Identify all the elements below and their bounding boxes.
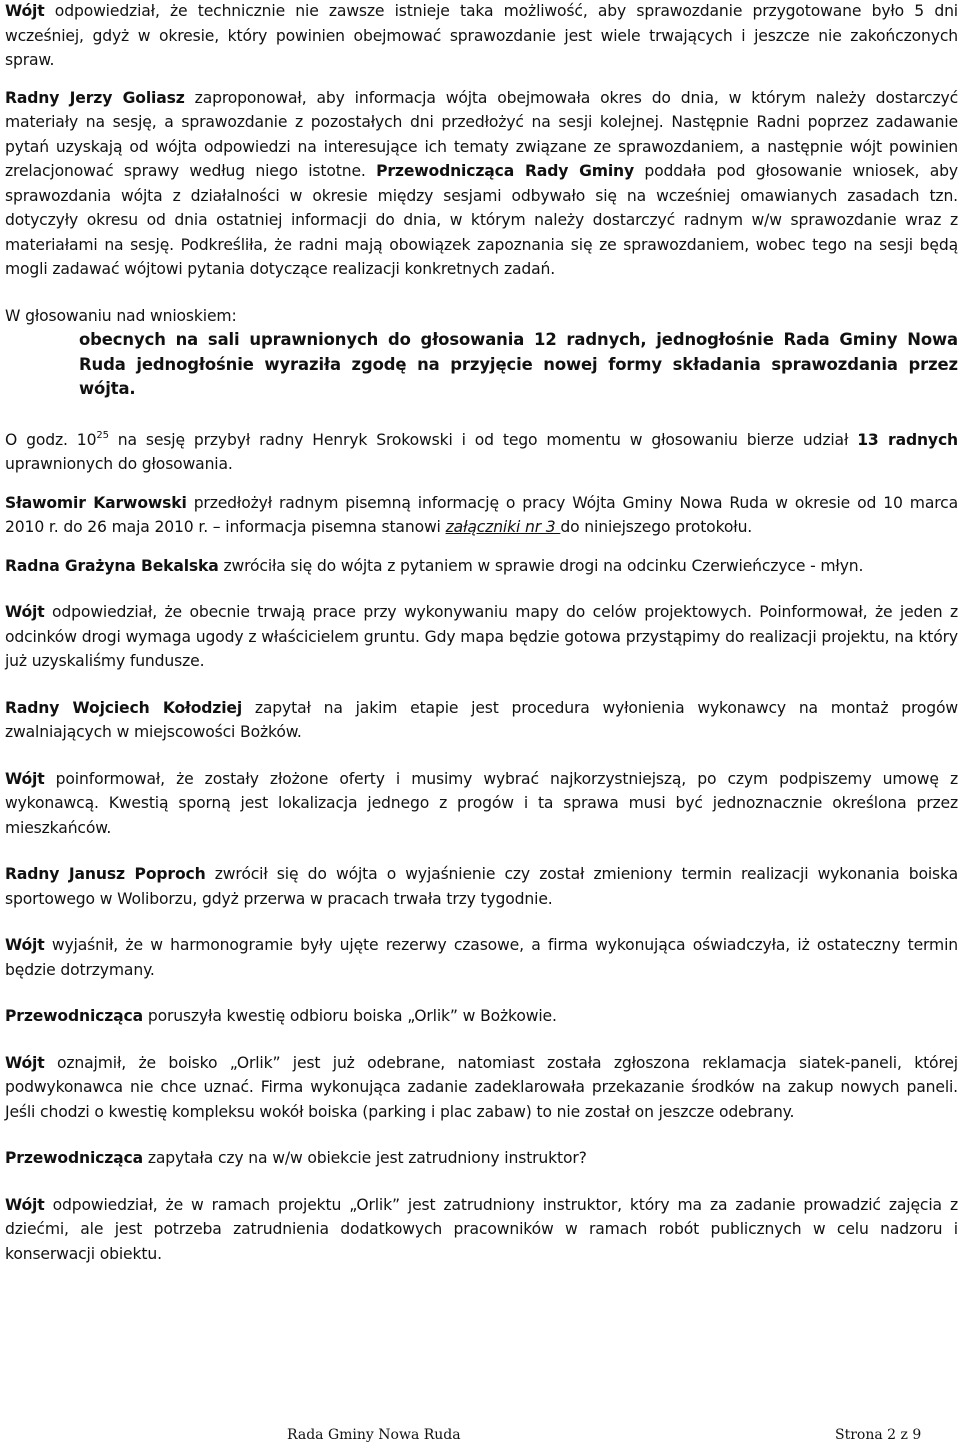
paragraph-p3 — [5, 304, 958, 329]
speaker-name: Radny Wojciech Kołodziej — [5, 698, 243, 717]
paragraph-text: odpowiedział, że obecnie trwają prace przy wykonywaniu mapy do celów projektowych. Poinformował, że jeden z odcinków drogi wymaga ugody z właścicielem gruntu. Gdy mapa będzie gotowa przystąpimy do realizacji projektu, na który już uzyskaliśmy fundusze. — [5, 603, 958, 670]
attachment-reference: załączniki nr 3 — [445, 518, 561, 536]
paragraph-p12 — [5, 933, 958, 982]
paragraph-p9 — [5, 696, 958, 745]
paragraph-text: obecnych na sali uprawnionych do głosowania 12 radnych, jednogłośnie Rada Gminy Nowa Ruda jednogłośnie wyraziła zgodę na przyjęcie nowej formy składania sprawozdania przez wójta. — [79, 330, 958, 398]
time-minutes-superscript: 25 — [96, 429, 109, 441]
paragraph-text: oznajmił, że boisko „Orlik” jest już odebrane, natomiast została zgłoszona reklamacja siatek-paneli, której podwykonawca nie chce uznać. Firma wykonująca zadanie zadeklarowała przekazanie środków na zakup nowych paneli. Jeśli chodzi o kwestię kompleksu wokół boiska (parking i plac zabaw) to nie został on jeszcze odebrany. — [5, 1053, 958, 1121]
footer-page-number: Strona 2 z 9 — [835, 1427, 922, 1443]
resolution-text — [5, 328, 958, 402]
paragraph-p16 — [5, 1193, 958, 1267]
paragraph-p1 — [5, 0, 958, 73]
speaker-name: Przewodnicząca — [5, 1007, 144, 1025]
speaker-name: Sławomir Karwowski — [5, 493, 187, 512]
paragraph-text: uprawnionych do głosowania. — [5, 455, 233, 473]
paragraph-text: do niniejszego protokołu. — [560, 518, 753, 536]
paragraph-text: zapytała czy na w/w obiekcie jest zatrudniony instruktor? — [143, 1149, 587, 1167]
paragraph-p2 — [5, 86, 958, 282]
speaker-name: 13 radnych — [857, 430, 958, 449]
speaker-name: Radny Janusz Poproch — [5, 865, 206, 883]
paragraph-text: O godz. 10 — [5, 430, 97, 449]
paragraph-text: zwrócił się do wójta o wyjaśnienie czy został zmieniony termin realizacji wykonania boiska sportowego w Woliborzu, gdyż przerwa w pracach trwała trzy tygodnie. — [5, 865, 958, 908]
paragraph-p13 — [5, 1004, 958, 1029]
paragraph-p5 — [5, 428, 958, 477]
paragraph-p10 — [5, 767, 958, 841]
page-footer — [0, 1427, 960, 1447]
speaker-name: Przewodnicząca Rady Gminy — [376, 162, 634, 180]
paragraph-p14 — [5, 1051, 958, 1125]
paragraph-p7 — [5, 554, 958, 579]
speaker-name: Radny Jerzy Goliasz — [5, 88, 185, 107]
footer-council-name: Rada Gminy Nowa Ruda — [287, 1427, 461, 1443]
paragraph-text: zaproponował, aby informacja wójta obejmowała okres do dnia, w którym należy dostarczyć materiały na sesję, a sprawozdanie z pozostałych dni przedłożyć na sesji kolejnej. Następnie Radni poprzez zadawanie pytań uzyskają od wójta odpowiedzi na interesujące ich tematy związane ze sprawozdaniem, a następnie wójt powinien zrelacjonować sprawy według niego istotne. — [5, 88, 959, 180]
paragraph-text: zwróciła się do wójta z pytaniem w sprawie drogi na odcinku Czerwieńczyce - młyn. — [218, 556, 864, 575]
paragraph-text: zapytał na jakim etapie jest procedura wyłonienia wykonawcy na montaż progów zwalniających w miejscowości Bożków. — [5, 698, 958, 741]
speaker-name: Radna Grażyna Bekalska — [5, 556, 219, 575]
paragraph-text: W głosowaniu nad wnioskiem: — [5, 306, 237, 325]
paragraph-p15 — [5, 1146, 958, 1171]
speaker-name: Przewodnicząca — [5, 1149, 144, 1167]
paragraph-text: wyjaśnił, że w harmonogramie były ujęte rezerwy czasowe, a firma wykonująca oświadczyła, iż ostateczny termin będzie dotrzymany. — [5, 936, 958, 979]
paragraph-p11 — [5, 862, 958, 911]
document-page — [5, 0, 958, 1266]
paragraph-text: na sesję przybył radny Henryk Srokowski i od tego momentu w głosowaniu bierze udział — [108, 430, 858, 449]
paragraph-text: poinformował, że zostały złożone oferty i musimy wybrać najkorzystniejszą, po czym podpiszemy umowę z wykonawcą. Kwestią sporną jest lokalizacja jednego z progów i ta sprawa musi być jednoznacznie określona przez mieszkańców. — [5, 769, 958, 837]
speaker-name: Wójt — [5, 1053, 45, 1072]
paragraph-text: odpowiedział, że technicznie nie zawsze istnieje taka możliwość, aby sprawozdanie przygotowane było 5 dni wcześniej, gdyż w okresie, który powinien obejmować sprawozdanie jest wiele trwających i jeszcze nie zakończonych spraw. — [5, 2, 958, 69]
paragraph-text: odpowiedział, że w ramach projektu „Orlik” jest zatrudniony instruktor, który ma za zadanie prowadzić zajęcia z dziećmi, ale jest potrzeba zatrudnienia dodatkowych pracowników w ramach robót publicznych w celu nadzoru i konserwacji obiektu. — [5, 1195, 958, 1263]
speaker-name: Wójt — [5, 2, 45, 20]
paragraph-p6 — [5, 491, 958, 540]
speaker-name: Wójt — [5, 603, 45, 621]
paragraph-text: poruszyła kwestię odbioru boiska „Orlik” w Bożkowie. — [143, 1007, 557, 1025]
speaker-name: Wójt — [5, 769, 45, 788]
paragraph-p8 — [5, 600, 958, 674]
speaker-name: Wójt — [5, 936, 45, 954]
speaker-name: Wójt — [5, 1195, 45, 1214]
paragraph-text: poddała pod głosowanie wniosek, aby sprawozdania wójta z działalności w okresie między sesjami odbywało się na wcześniej omawianych zasadach tzn. dotyczyły okresu od dnia ostatniej informacji do dnia, w którym należy dostarczyć radnym w/w sprawozdanie wraz z materiałami na sesję. Podkreśliła, że radni mają obowiązek zapoznania się ze sprawozdaniem, wobec tego na sesji będą mogli zadawać wójtowi pytania dotyczące realizacji konkretnych zadań. — [5, 162, 958, 278]
paragraph-text: przedłożył radnym pisemną informację o pracy Wójta Gminy Nowa Ruda w okresie od 10 marca 2010 r. do 26 maja 2010 r. – informacja pisemna stanowi — [5, 493, 958, 536]
